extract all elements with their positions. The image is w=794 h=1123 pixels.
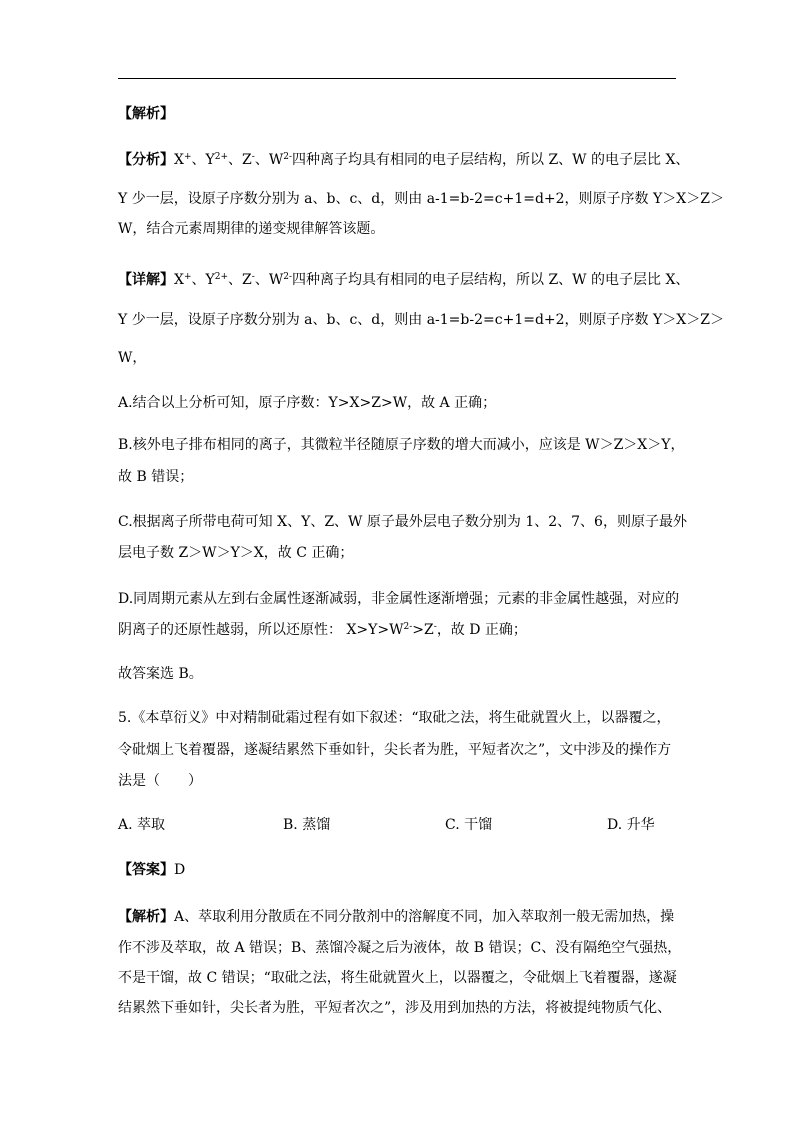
question5-line-3: 法是（ ） <box>118 773 202 789</box>
ion-x: X+ <box>174 272 192 288</box>
question5-option-b: B. 蒸馏 <box>283 817 331 833</box>
detail-option-d-line-2: 阴离子的还原性越弱，所以还原性： $X>Y>W^{2-}>Z^-$，故 D 正确； <box>118 622 527 638</box>
ion-y: $Y^{2+}$ <box>205 272 229 288</box>
detail-option-c-line-1: C.根据离子所带电荷可知 X、Y、Z、W 原子最外层电子数分别为 1、2、7、6，则原子最外 <box>118 514 687 530</box>
detail-option-d-line-1: D.同周期元素从左到右金属性逐渐减弱，非金属性逐渐增强；元素的非金属性越强，对应的 <box>118 591 680 607</box>
question5-line-2: 令砒烟上飞着覆器，遂凝结累然下垂如针，尖长者为胜，平短者次之”，文中涉及的操作方 <box>118 742 672 758</box>
question5-line-1: 5.《本草衍义》中对精制砒霜过程有如下叙述：“取砒之法，将生砒就置火上，以器覆之， <box>118 710 671 726</box>
detail-option-b-line-2: 故 B 错误； <box>118 469 194 485</box>
detail-line-3: W， <box>118 350 147 366</box>
question5-option-d: D. 升华 <box>607 817 655 833</box>
detail-option-c-line-2: 层电子数 Z＞W＞Y＞X，故 C 正确； <box>118 545 354 561</box>
detail-option-a: A.结合以上分析可知，原子序数：Y>X>Z>W，故 A 正确； <box>118 395 497 411</box>
ion-x: X+ <box>174 152 192 168</box>
detail-tag: 【详解】 <box>118 272 174 288</box>
ion-w: $W^{2-}$ <box>268 152 292 168</box>
question5-option-c: C. 干馏 <box>445 817 493 833</box>
detail-line-2: Y 少一层，设原子序数分别为 a、b、c、d，则由 a-1=b-2=c+1=d+2，则原子序数 Y＞X＞Z＞ <box>118 312 724 328</box>
detail-line-1: 【详解】X+、$Y^{2+}$、Z-、$W^{2-}$四种离子均具有相同的电子层结构，所以 Z、W 的电子层比 X、 <box>118 272 690 288</box>
analysis-tag: 【分析】 <box>118 152 174 168</box>
explanation-tag: 【解析】 <box>118 909 174 925</box>
ion-z: Z- <box>242 272 255 288</box>
ion-w: $W^{2-}$ <box>268 272 292 288</box>
analysis-line-1: 【分析】X+、$Y^{2+}$、Z-、$W^{2-}$四种离子均具有相同的电子层结构，所以 Z、W 的电子层比 X、 <box>118 152 690 168</box>
section-label: 【解析】 <box>118 106 174 122</box>
question5-option-a: A. 萃取 <box>118 817 166 833</box>
ion-y: $Y^{2+}$ <box>205 152 229 168</box>
analysis-line-3: W，结合元素周期律的递变规律解答该题。 <box>118 221 385 237</box>
answer-value: D <box>174 862 186 878</box>
explanation-line-3: 不是干馏，故 C 错误；“取砒之法，将生砒就置火上，以器覆之，令砒烟上飞着覆器，遂凝 <box>118 970 677 986</box>
detail-option-b-line-1: B.核外电子排布相同的离子，其微粒半径随原子序数的增大而减小，应该是 W＞Z＞X＞Y， <box>118 437 685 453</box>
analysis-line-2: Y 少一层，设原子序数分别为 a、b、c、d，则由 a-1=b-2=c+1=d+2，则原子序数 Y＞X＞Z＞ <box>118 191 724 207</box>
header-rule <box>118 78 676 79</box>
explanation-line-1: 【解析】A、萃取利用分散质在不同分散剂中的溶解度不同，加入萃取剂一般无需加热，操 <box>118 909 675 925</box>
detail-conclusion: 故答案选 B。 <box>118 666 203 682</box>
explanation-line-2: 作不涉及萃取，故 A 错误；B、蒸馏冷凝之后为液体，故 B 错误；C、没有隔绝空气强热， <box>118 940 682 956</box>
answer-tag: 【答案】 <box>118 862 174 878</box>
ion-z: Z- <box>242 152 255 168</box>
answer-line <box>118 861 185 879</box>
explanation-line-4: 结累然下垂如针，尖长者为胜，平短者次之”，涉及用到加热的方法，将被提纯物质气化、 <box>118 1000 672 1016</box>
